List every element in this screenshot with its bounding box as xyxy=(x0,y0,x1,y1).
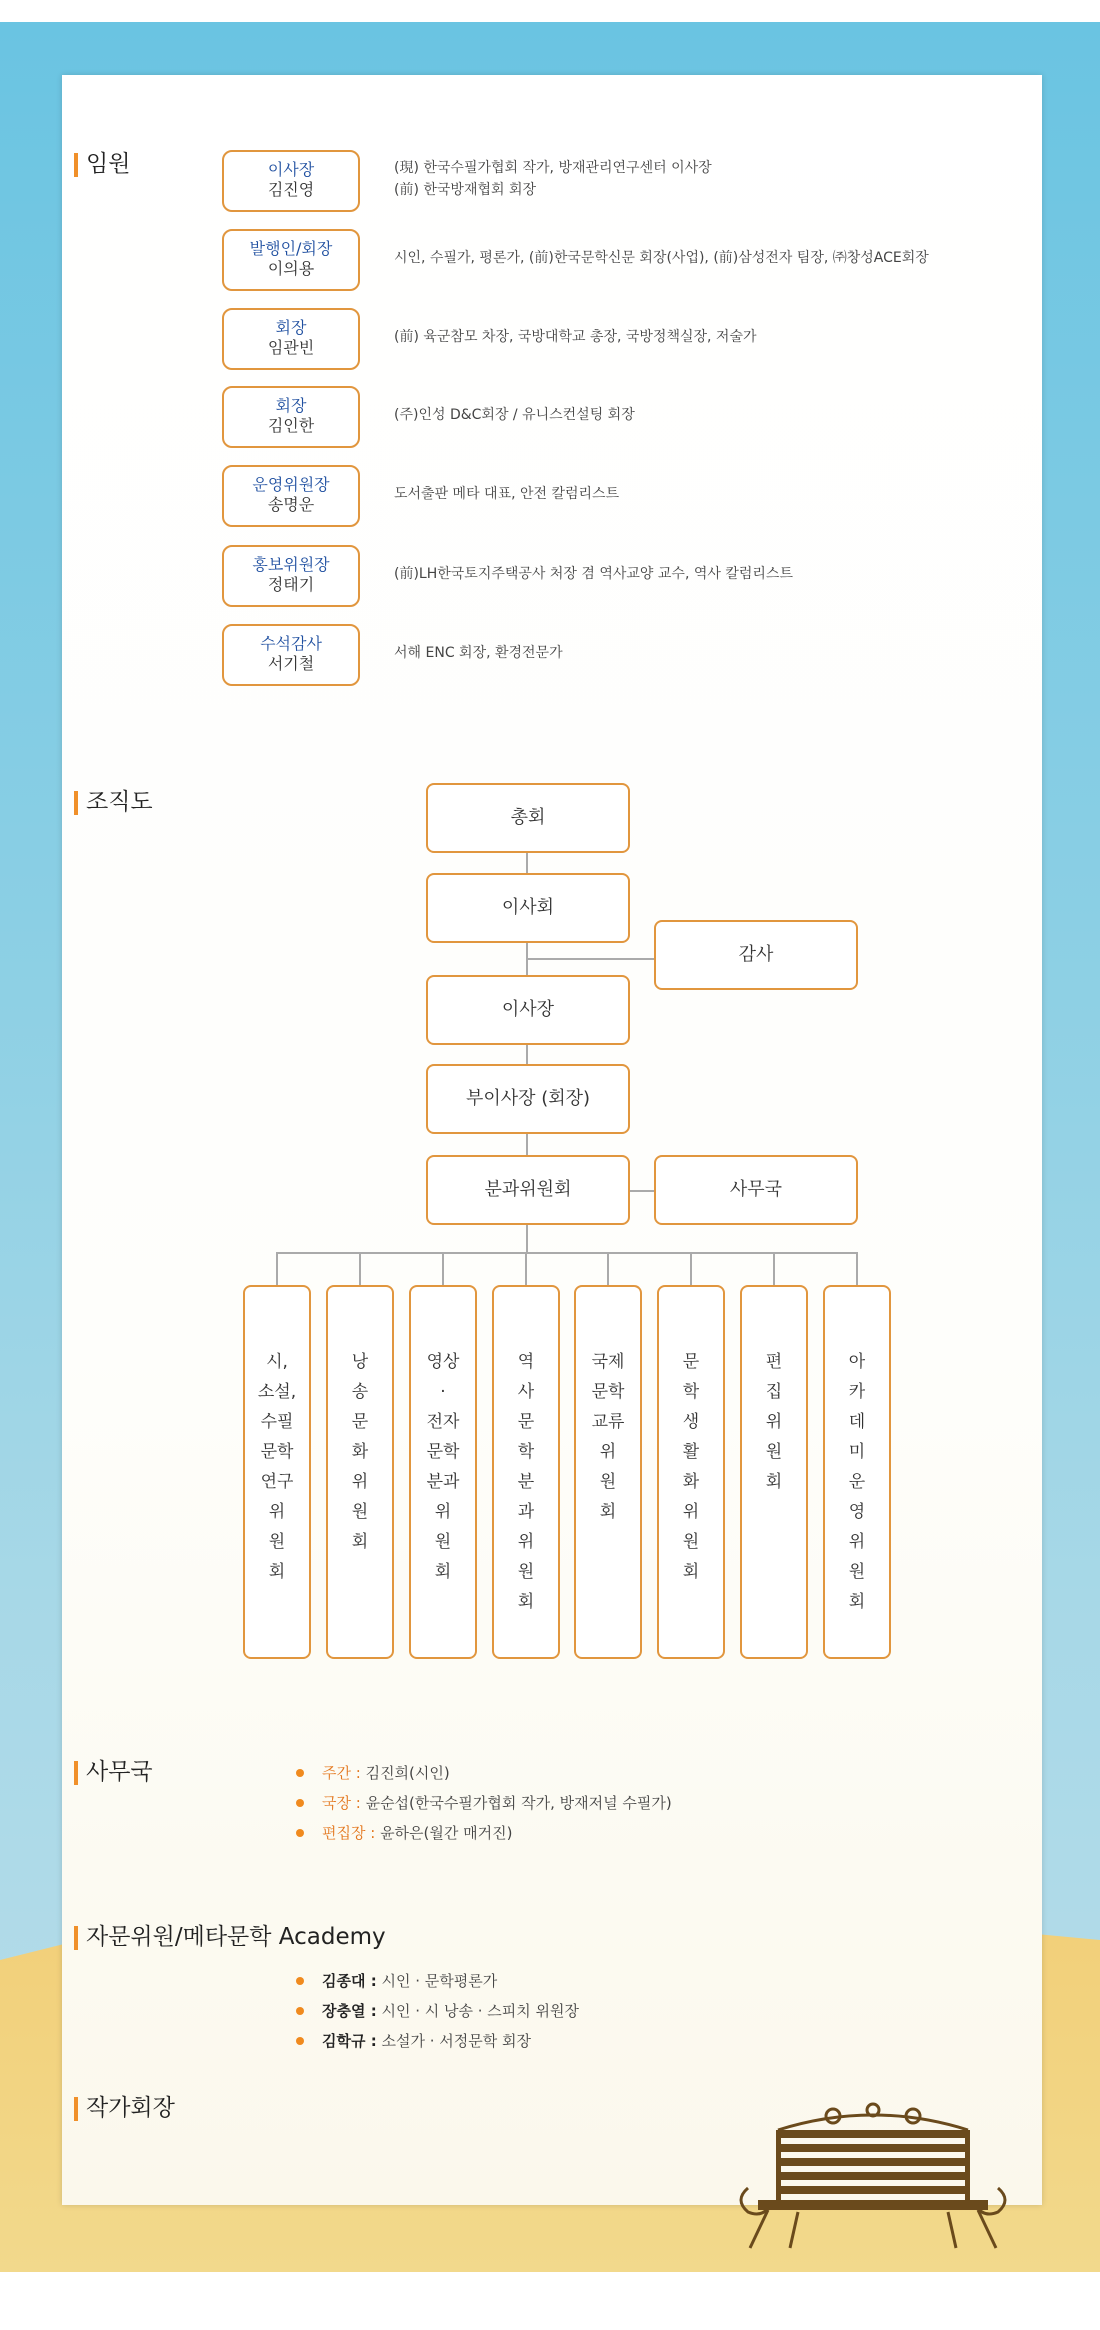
officer-role-box xyxy=(222,150,360,212)
officer-row xyxy=(222,465,1100,527)
committee-box xyxy=(823,1285,891,1659)
officer-role-box xyxy=(222,308,360,370)
advisory-value: 시인 · 시 낭송 · 스피치 위원장 xyxy=(376,2002,580,2020)
advisory-list xyxy=(296,1966,579,2056)
org-node-board: 이사회 xyxy=(426,873,630,943)
officer-row xyxy=(222,229,1100,291)
officer-description xyxy=(394,483,619,505)
secretariat-list xyxy=(296,1758,672,1848)
committee-connector xyxy=(276,1252,278,1286)
committee-box xyxy=(243,1285,311,1659)
org-audit-connector xyxy=(528,958,654,960)
committee-label: 시, 소설, 수필 문학 연구 위 원 회 xyxy=(257,1352,297,1582)
committee-connector xyxy=(690,1252,692,1286)
committee-label: 역 사 문 학 분 과 위 원 회 xyxy=(517,1352,535,1612)
officer-description xyxy=(394,642,563,664)
officer-role: 홍보위원장 xyxy=(252,555,330,574)
committee-connector xyxy=(442,1252,444,1286)
committee-connector xyxy=(773,1252,775,1286)
officer-role-box xyxy=(222,386,360,448)
committee-connector xyxy=(607,1252,609,1286)
advisory-item xyxy=(296,2026,579,2056)
officer-role: 이사장 xyxy=(267,160,315,179)
committee-label: 편 집 위 원 회 xyxy=(765,1352,783,1492)
secretariat-item xyxy=(296,1758,672,1788)
committee-connector xyxy=(525,1252,527,1286)
org-node-vice-chairman: 부이사장 (회장) xyxy=(426,1064,630,1134)
advisory-value: 시인 · 문학평론가 xyxy=(376,1972,498,1990)
org-node-secretariat: 사무국 xyxy=(654,1155,858,1225)
org-section-title: 조직도 xyxy=(74,788,153,816)
officer-name: 김인한 xyxy=(267,416,315,435)
officer-description-line: (前)LH한국토지주택공사 처장 겸 역사교양 교수, 역사 칼럼리스트 xyxy=(394,566,793,582)
committee-label: 낭 송 문 화 위 원 회 xyxy=(351,1352,369,1552)
officer-role-box xyxy=(222,624,360,686)
advisory-label: 김학규 : xyxy=(322,2032,377,2050)
committee-box xyxy=(492,1285,560,1659)
officer-name: 이의용 xyxy=(267,259,315,278)
committee-box xyxy=(740,1285,808,1659)
officer-description-line: (現) 한국수필가협회 작가, 방재관리연구센터 이사장 xyxy=(394,160,712,176)
officer-name: 송명운 xyxy=(267,495,315,514)
officer-description-line: (주)인성 D&C회장 / 유니스컨설팅 회장 xyxy=(394,407,635,423)
officers-section-title: 임원 xyxy=(74,150,130,178)
advisory-section-title: 자문위원/메타문학 Academy xyxy=(74,1923,386,1951)
org-node-general-assembly: 총회 xyxy=(426,783,630,853)
officer-role-box xyxy=(222,229,360,291)
officer-description xyxy=(394,404,635,426)
secretariat-value: 윤순섭(한국수필가협회 작가, 방재저널 수필가) xyxy=(360,1794,672,1812)
officer-role: 발행인/회장 xyxy=(249,239,333,258)
officer-name: 임관빈 xyxy=(267,338,315,357)
officer-description xyxy=(394,563,793,585)
advisory-value: 소설가 · 서정문학 회장 xyxy=(376,2032,531,2050)
officer-description-line: (前) 한국방재협회 회장 xyxy=(394,182,537,198)
committee-label: 아 카 데 미 운 영 위 원 회 xyxy=(848,1352,866,1612)
officer-role-box xyxy=(222,465,360,527)
bench-illustration xyxy=(728,2100,1018,2250)
writers-section-title: 작가회장 xyxy=(74,2094,175,2122)
secretariat-value: 김진희(시인) xyxy=(360,1764,450,1782)
bottom-strip xyxy=(0,2272,1100,2330)
org-node-chairman: 이사장 xyxy=(426,975,630,1045)
officer-role: 수석감사 xyxy=(260,634,322,653)
org-committees-bar xyxy=(276,1252,858,1254)
officer-description-line: (前) 육군참모 차장, 국방대학교 총장, 국방정책실장, 저술가 xyxy=(394,329,757,345)
committee-label: 문 학 생 활 화 위 원 회 xyxy=(682,1352,700,1582)
committee-box xyxy=(326,1285,394,1659)
secretariat-label: 국장 : xyxy=(322,1794,361,1812)
officer-name: 서기철 xyxy=(267,654,315,673)
officer-row xyxy=(222,308,1100,370)
officer-description-line: 시인, 수필가, 평론가, (前)한국문학신문 회장(사업), (前)삼성전자 팀장, ㈜창성ACE회장 xyxy=(394,250,929,266)
org-secretariat-connector xyxy=(630,1190,654,1192)
secretariat-item xyxy=(296,1788,672,1818)
officer-description-line: 도서출판 메타 대표, 안전 칼럼리스트 xyxy=(394,486,620,502)
committee-box xyxy=(657,1285,725,1659)
committee-label: 국제 문학 교류 위 원 회 xyxy=(591,1352,625,1522)
officer-row xyxy=(222,150,1100,212)
org-node-subcommittee: 분과위원회 xyxy=(426,1155,630,1225)
officer-description-line: 서해 ENC 회장, 환경전문가 xyxy=(394,645,563,661)
org-node-audit: 감사 xyxy=(654,920,858,990)
officer-name: 정태기 xyxy=(267,575,315,594)
advisory-label: 김종대 : xyxy=(322,1972,377,1990)
advisory-item xyxy=(296,1996,579,2026)
officer-role: 운영위원장 xyxy=(252,475,330,494)
officer-row xyxy=(222,624,1100,686)
officer-row xyxy=(222,386,1100,448)
officer-description xyxy=(394,157,712,201)
secretariat-value: 윤하은(월간 매거진) xyxy=(375,1824,513,1842)
officer-description xyxy=(394,326,757,348)
secretariat-label: 편집장 : xyxy=(322,1824,376,1842)
secretariat-label: 주간 : xyxy=(322,1764,361,1782)
secretariat-section-title: 사무국 xyxy=(74,1758,153,1786)
officer-row xyxy=(222,545,1100,607)
committee-connector xyxy=(359,1252,361,1286)
officer-name: 김진영 xyxy=(267,180,315,199)
committee-connector xyxy=(856,1252,858,1286)
org-sub-vertical-line xyxy=(526,1223,528,1253)
committee-label: 영상 · 전자 문학 분과 위 원 회 xyxy=(426,1352,460,1582)
advisory-item xyxy=(296,1966,579,1996)
officer-description xyxy=(394,247,929,269)
officer-role: 회장 xyxy=(275,318,307,337)
committee-box xyxy=(409,1285,477,1659)
advisory-label: 장충열 : xyxy=(322,2002,377,2020)
secretariat-item xyxy=(296,1818,672,1848)
officer-role-box xyxy=(222,545,360,607)
officer-role: 회장 xyxy=(275,396,307,415)
committee-box xyxy=(574,1285,642,1659)
